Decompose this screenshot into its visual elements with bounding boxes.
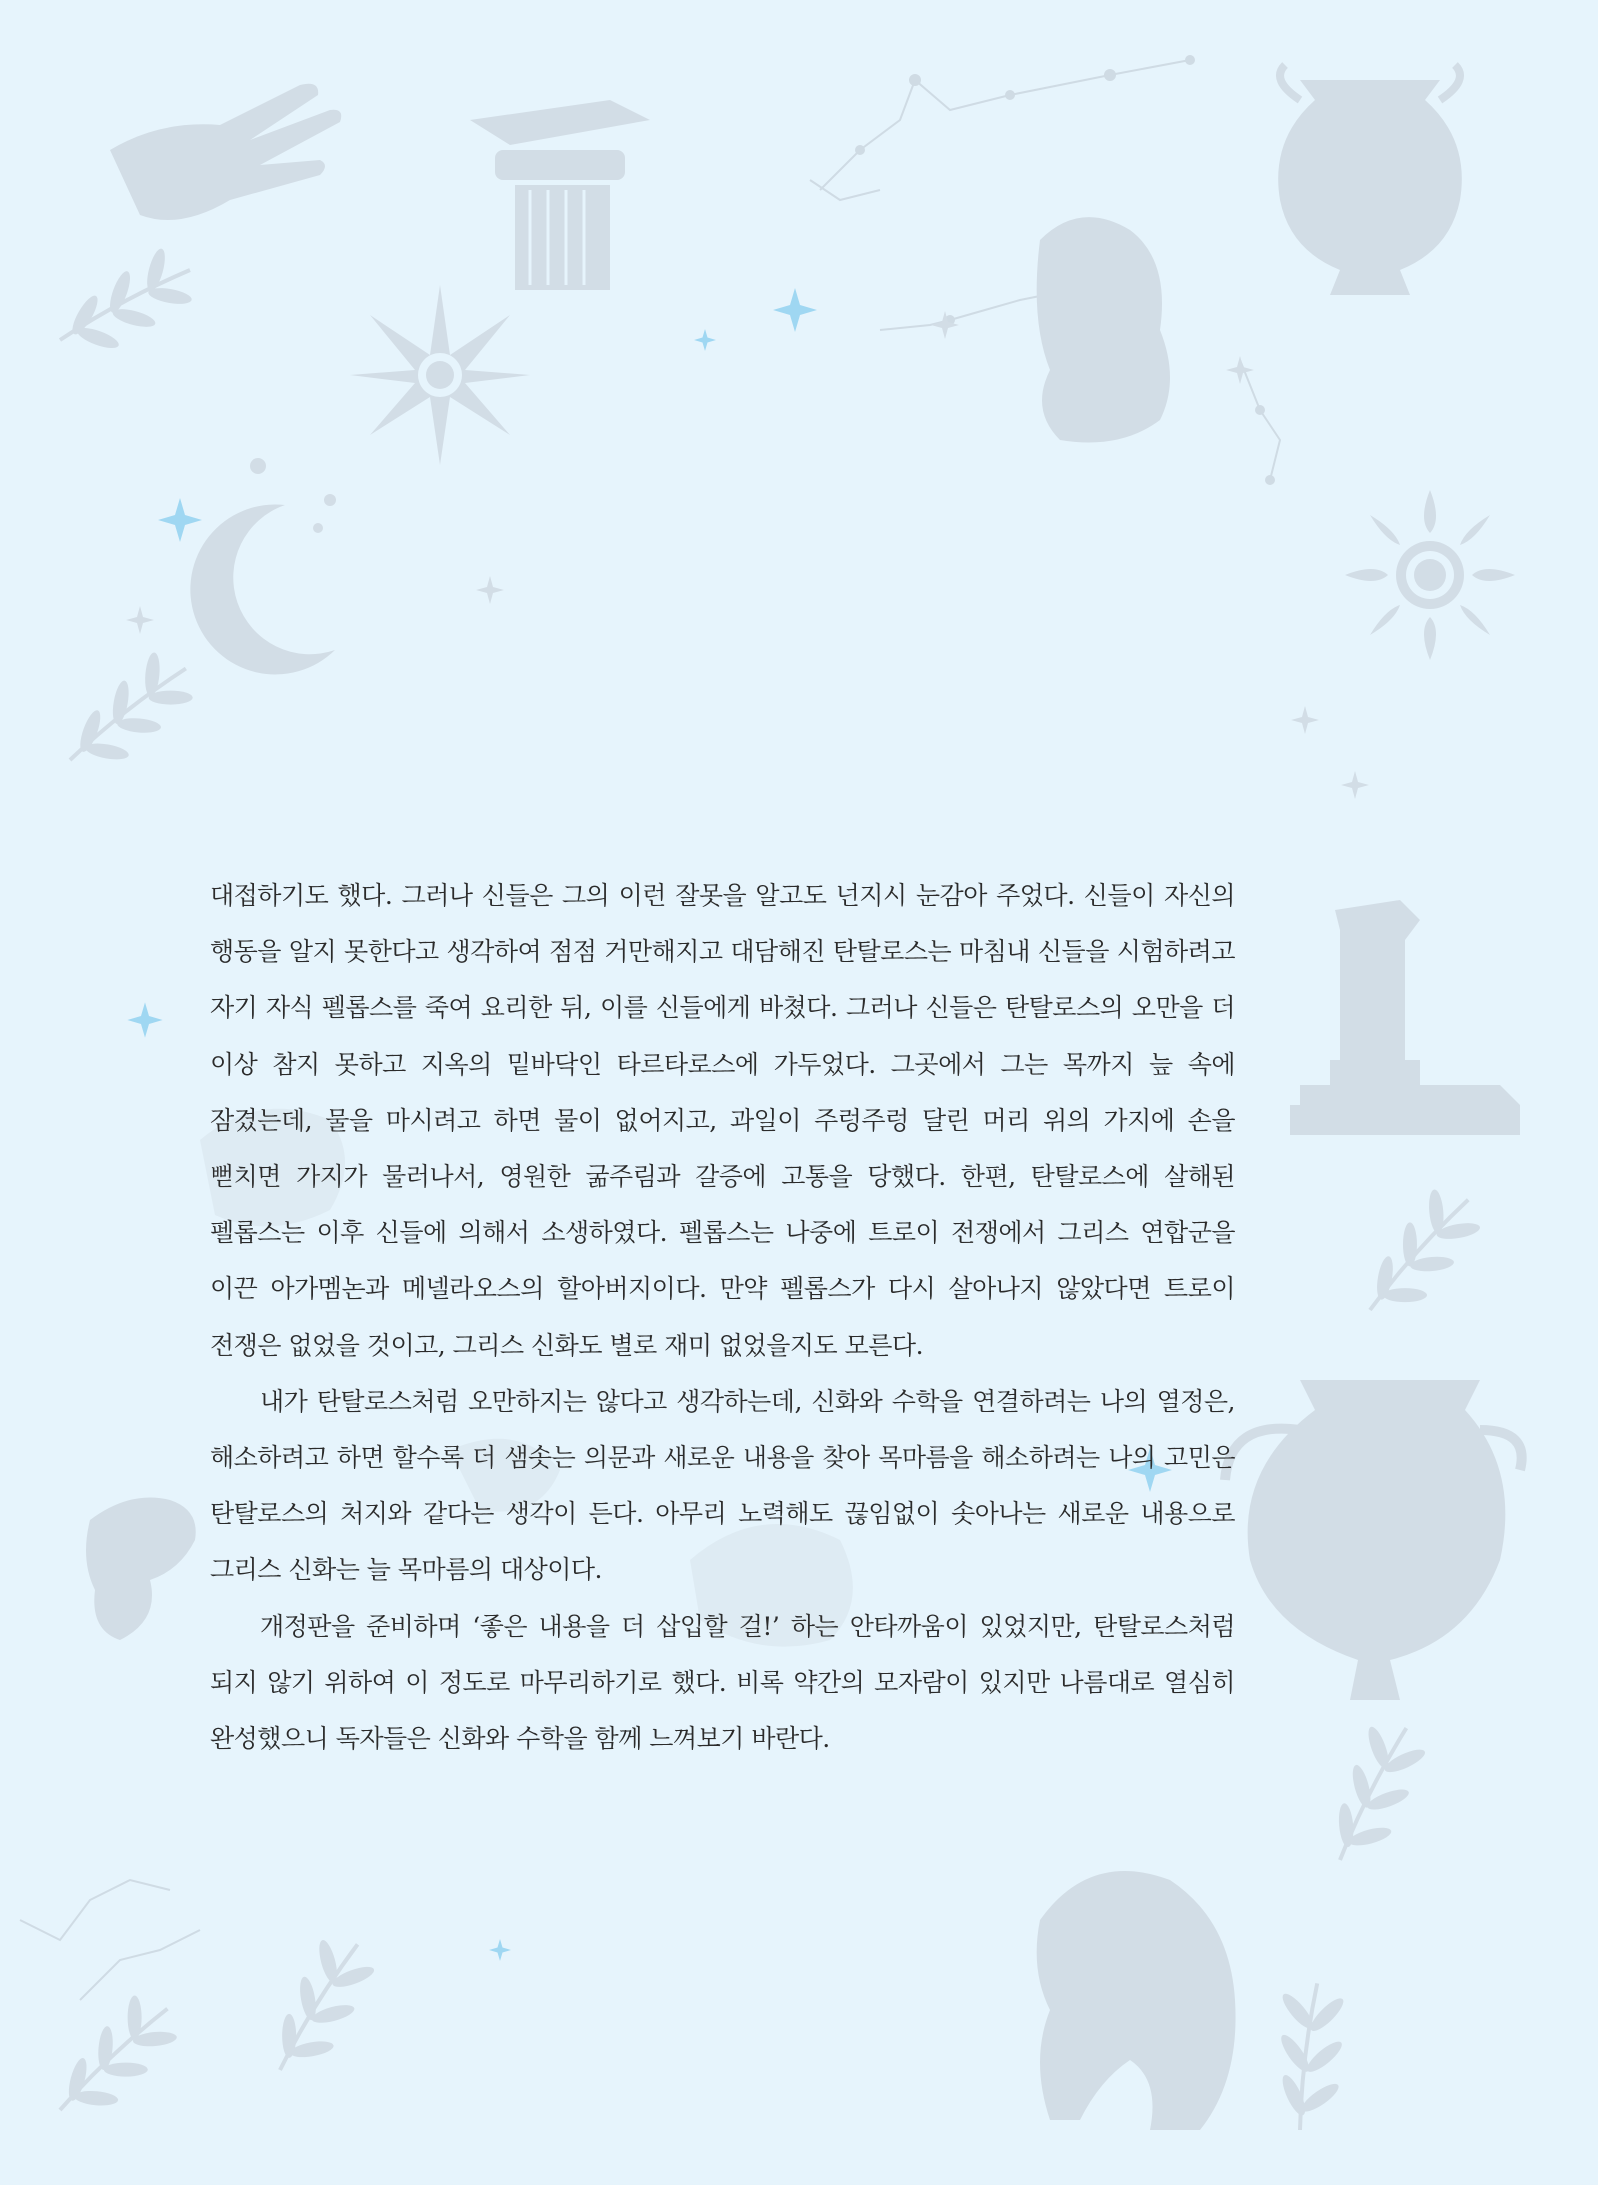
paragraph: 개정판을 준비하며 ‘좋은 내용을 더 삽입할 걸!’ 하는 안타까움이 있었지만, 탄탈로스처럼 되지 않기 위하여 이 정도로 마무리하기로 했다. 비록 약간의 모자람이 있지만 나름대로 열심히 완성했으니 독자들은 신화와 수학을 함께 느껴보기 바란다. bbox=[210, 1611, 1235, 1754]
vase-icon bbox=[1225, 1380, 1522, 1700]
sun-icon bbox=[1345, 490, 1515, 660]
sun-icon bbox=[350, 285, 530, 465]
horse-head-icon bbox=[86, 1498, 196, 1641]
helmet-icon bbox=[1037, 1871, 1236, 2130]
statue-head-icon bbox=[1037, 217, 1170, 442]
moon-icon bbox=[190, 458, 336, 674]
body-text bbox=[210, 868, 1235, 1767]
column-capital-icon bbox=[470, 100, 650, 290]
paragraph: 대접하기도 했다. 그러나 신들은 그의 이런 잘못을 알고도 넌지시 눈감아 주었다. 신들이 자신의 행동을 알지 못한다고 생각하여 점점 거만해지고 대담해진 탄탈로스는 마침내 신들을 시험하려고 자기 자식 펠롭스를 죽여 요리한 뒤, 이를 신들에게 바쳤다. 그러나 신들은 탄탈로스의 오만을 더 이상 참지 못하고 지옥의 밑바닥인 타르타로스에 가두었다. 그곳에서 그는 목까지 늪 속에 잠겼는데, 물을 마시려고 하면 물이 없어지고, 과일이 주렁주렁 달린 머리 위의 가지에 손을 뻗치면 가지가 물러나서, 영원한 굶주림과 갈증에 고통을 당했다. 한편, 탄탈로스에 살해된 펠롭스는 이후 신들에 의해서 소생하였다. 펠롭스는 나중에 트로이 전쟁에서 그리스 연합군을 이끈 아가멤논과 메넬라오스의 할아버지이다. 만약 펠롭스가 다시 살아나지 않았다면 트로이 전쟁은 없었을 것이고, 그리스 신화도 별로 재미 없었을지도 모른다. bbox=[210, 881, 1235, 1360]
broken-column-icon bbox=[1290, 900, 1520, 1135]
paragraph: 내가 탄탈로스처럼 오만하지는 않다고 생각하는데, 신화와 수학을 연결하려는 나의 열정은, 해소하려고 하면 할수록 더 샘솟는 의문과 새로운 내용을 찾아 목마름을 해소하려는 나의 고민은 탄탈로스의 처지와 같다는 생각이 든다. 아무리 노력해도 끊임없이 솟아나는 새로운 내용으로 그리스 신화는 늘 목마름의 대상이다. bbox=[210, 1386, 1235, 1585]
hand-icon bbox=[110, 84, 341, 220]
amphora-icon bbox=[1278, 65, 1462, 295]
